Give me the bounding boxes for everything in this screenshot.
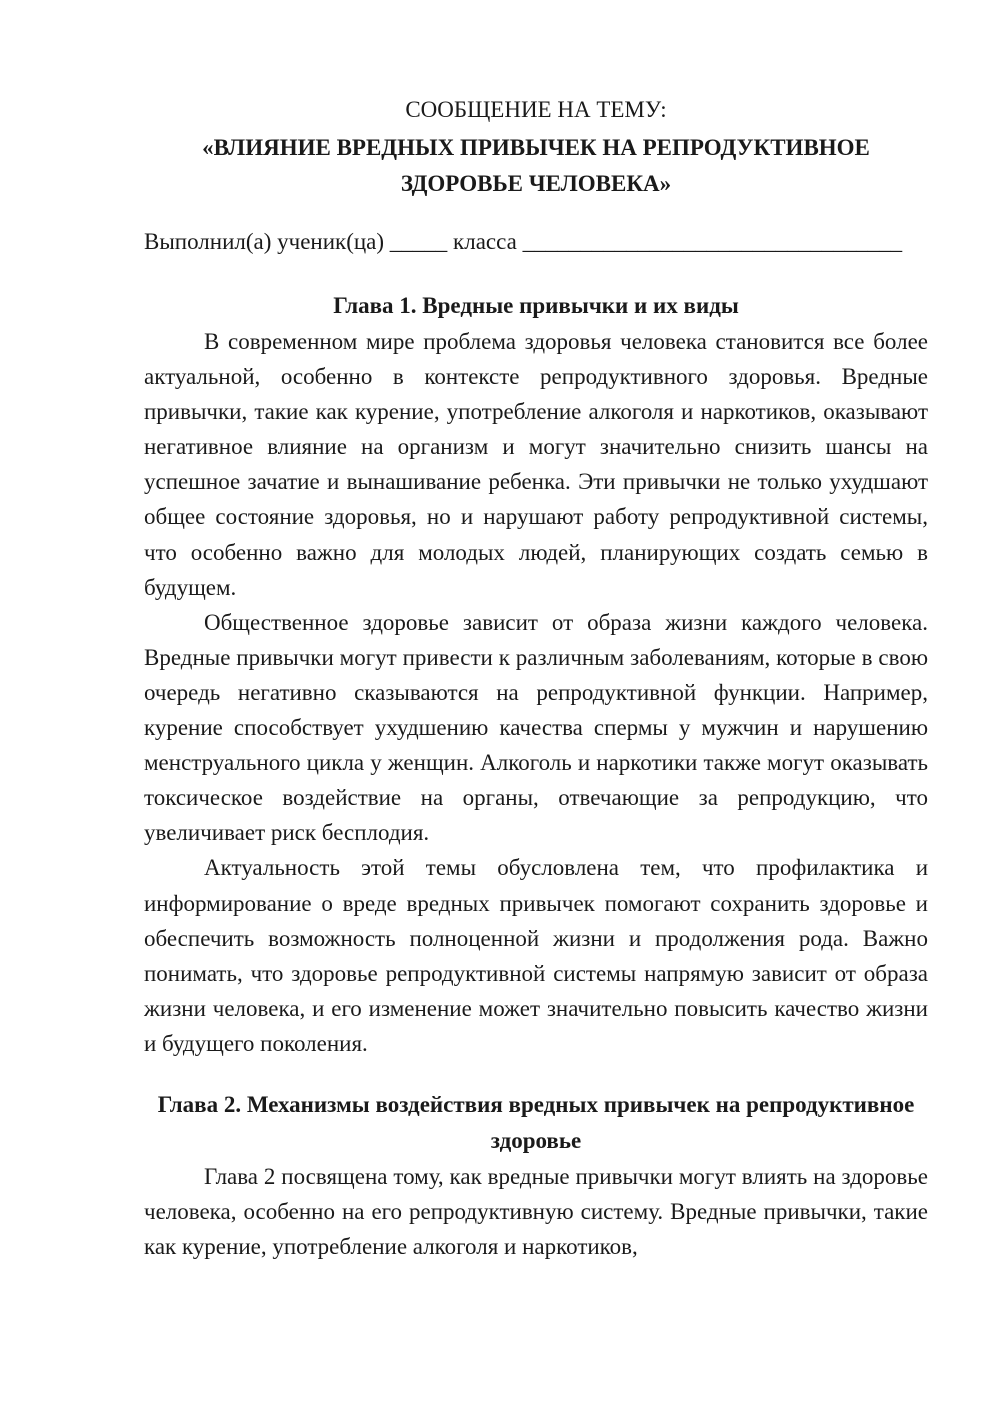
document-title-line: «ВЛИЯНИЕ ВРЕДНЫХ ПРИВЫЧЕК НА РЕПРОДУКТИВНОЕ <box>202 135 870 160</box>
paragraph: Глава 2 посвящена тому, как вредные привычки могут влиять на здоровье человека, особенно на его репродуктивную систему. Вредные привычки, такие как курение, употребление алкоголя и наркотиков, <box>144 1163 928 1260</box>
document-header: СООБЩЕНИЕ НА ТЕМУ: <box>405 97 667 122</box>
chapter-heading-line: Глава 2. Механизмы воздействия вредных привычек на репродуктивное <box>157 1091 915 1117</box>
paragraph: В современном мире проблема здоровья человека становится все более актуальной, особенно в контексте репродуктивного здоровья. Вредные привычки, такие как курение, употребление алкоголя и наркотиков, оказывают негативное влияние на организм и могут значительно снизить шансы на успешное зачатие и вынашивание ребенка. Эти привычки не только ухудшают общее состояние здоровья, но и нарушают работу репродуктивной системы, что особенно важно для молодых людей, планирующих создать семью в будущем. <box>144 329 928 600</box>
document-page <box>144 92 928 1264</box>
author-line: Выполнил(а) ученик(ца) _____ класса _________________________________ <box>144 229 903 254</box>
paragraph: Общественное здоровье зависит от образа жизни каждого человека. Вредные привычки могут привести к различным заболеваниям, которые в свою очередь негативно сказываются на репродуктивной функции. Например, курение способствует ухудшению качества спермы у мужчин и нарушению менструального цикла у женщин. Алкоголь и наркотики также могут оказывать токсическое воздействие на органы, отвечающие за репродукцию, что увеличивает риск бесплодия. <box>144 609 928 846</box>
document-title <box>144 130 928 202</box>
chapter-heading <box>144 1087 928 1159</box>
document-title-line: ЗДОРОВЬЕ ЧЕЛОВЕКА» <box>400 171 672 196</box>
chapter-heading-line: здоровье <box>490 1127 582 1153</box>
paragraph: Актуальность этой темы обусловлена тем, что профилактика и информирование о вреде вредных привычек помогают сохранить здоровье и обеспечить возможность полноценной жизни и продолжения рода. Важно понимать, что здоровье репродуктивной системы напрямую зависит от образа жизни человека, и его изменение может значительно повысить качество жизни и будущего поколения. <box>144 855 928 1056</box>
chapter-heading: Глава 1. Вредные привычки и их виды <box>333 293 739 318</box>
